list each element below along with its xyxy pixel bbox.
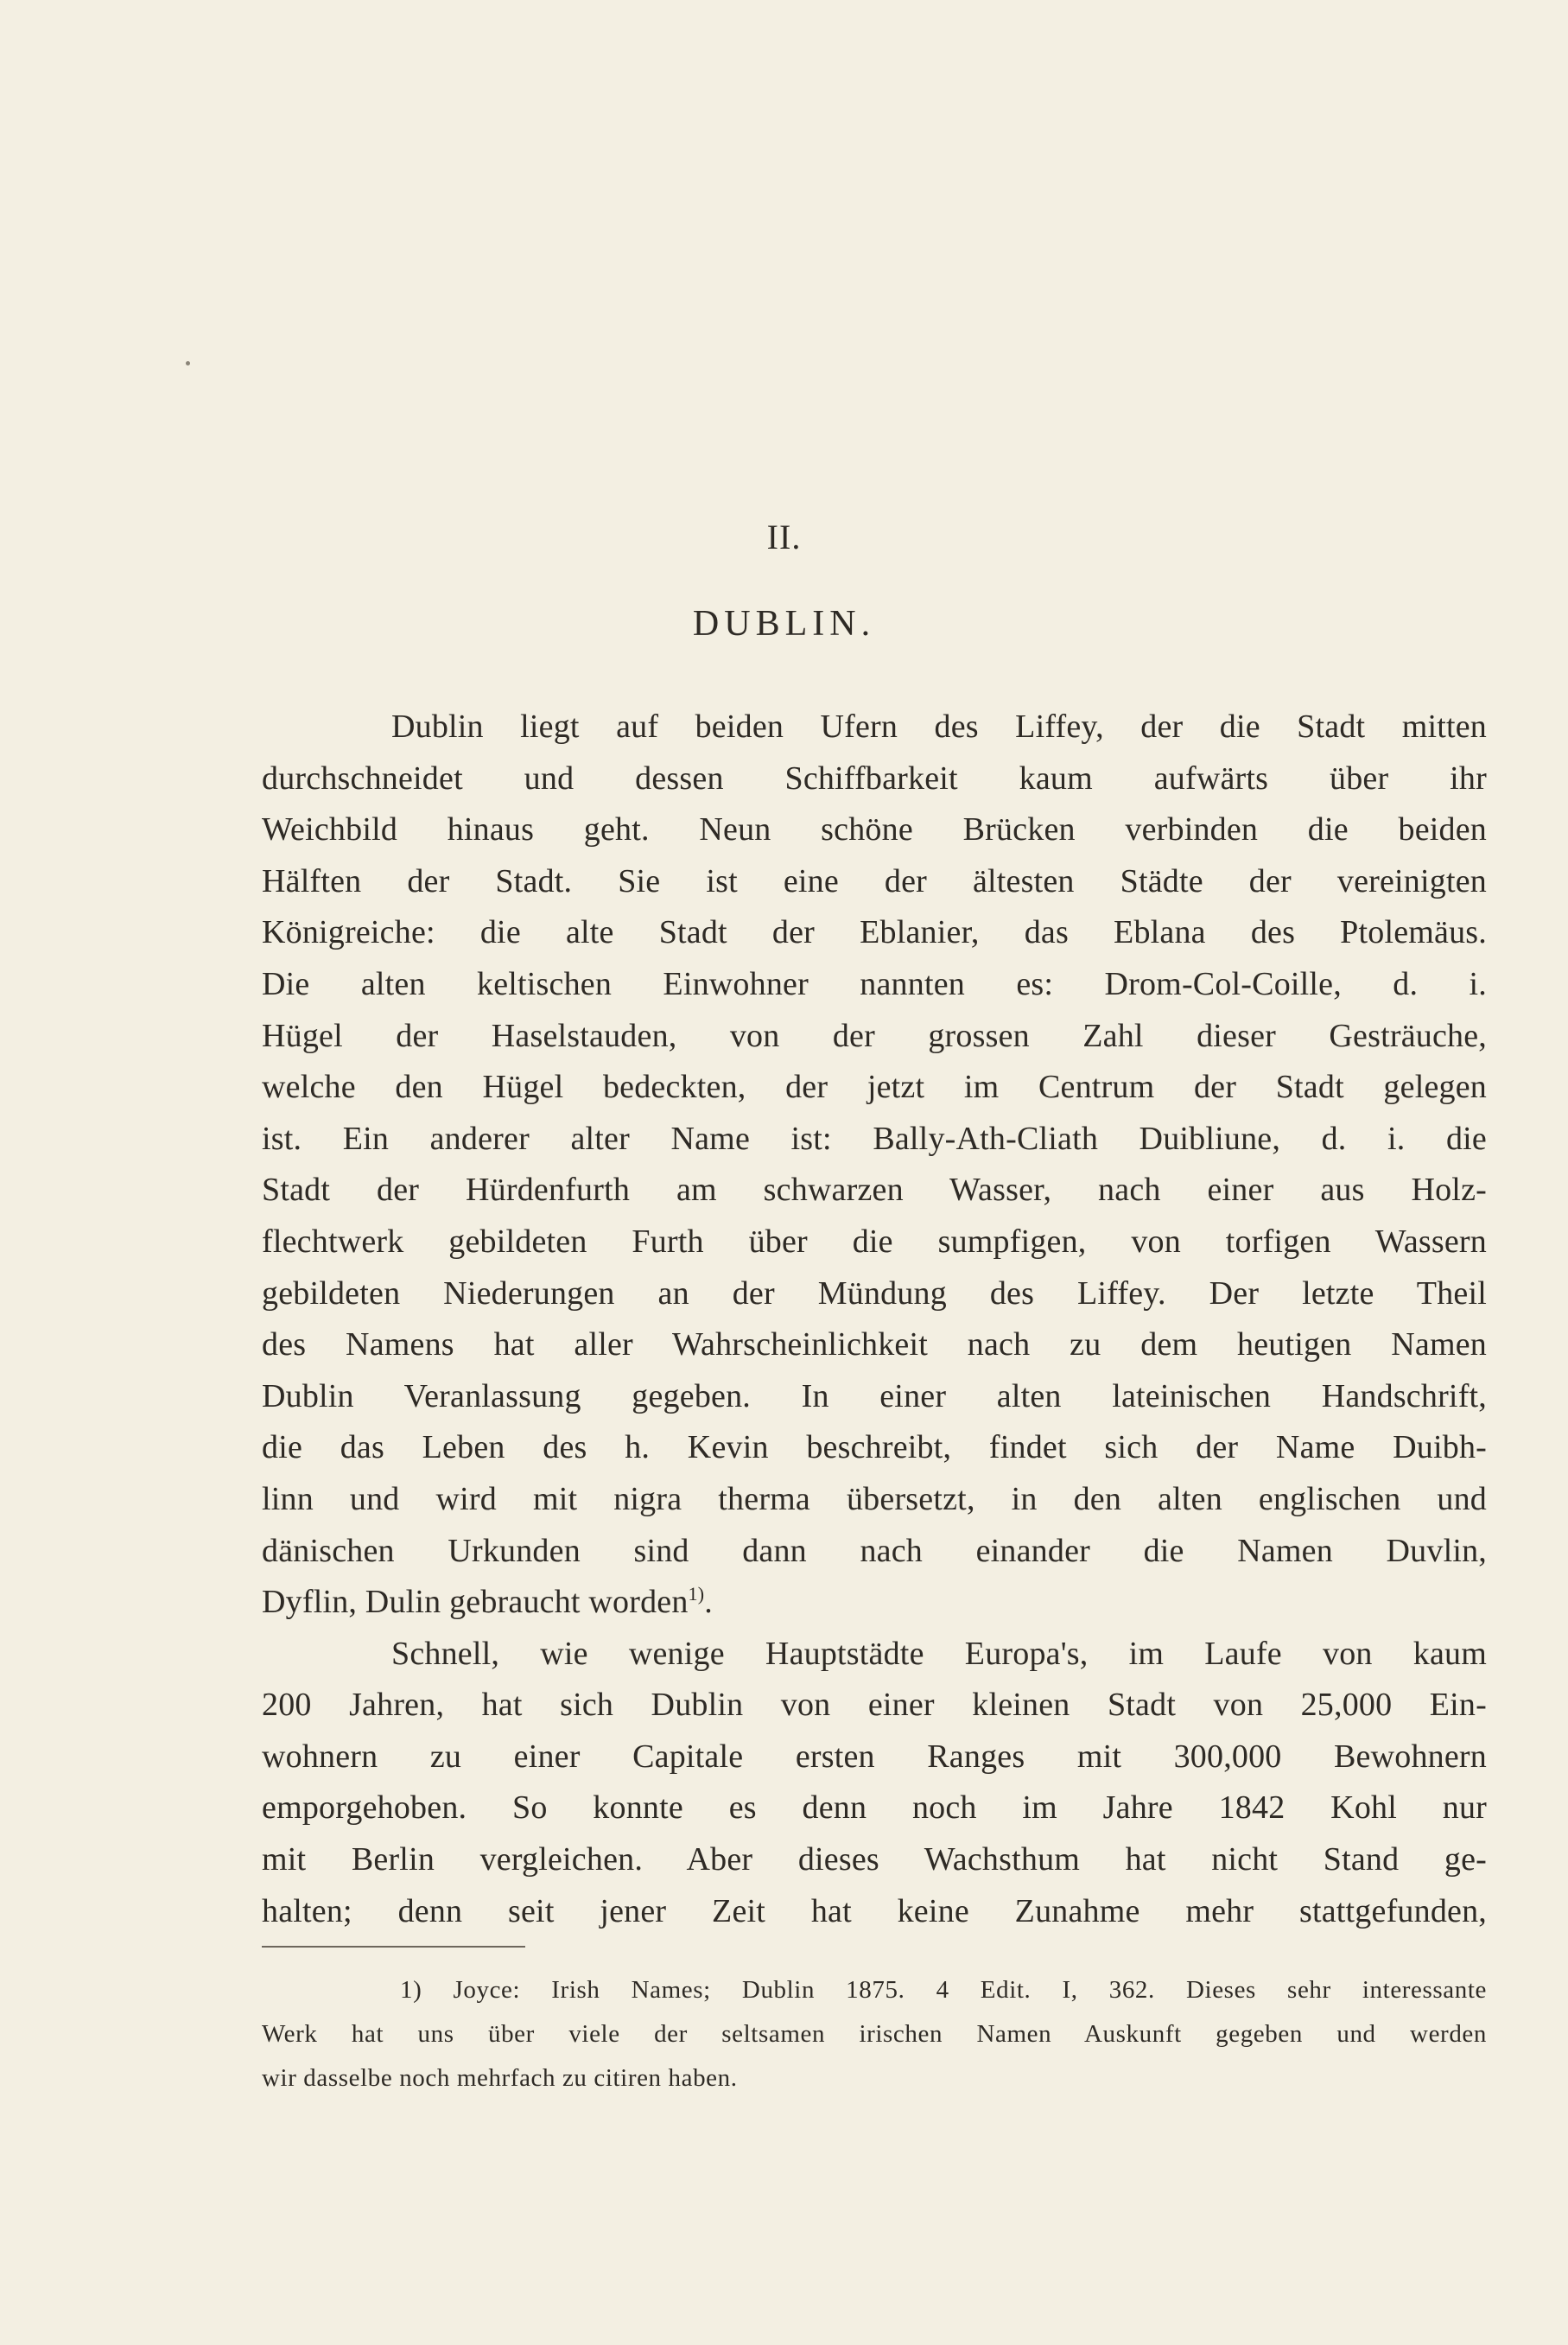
- text-line: wohnern zu einer Capitale ersten Ranges mit 300,000 Bewohnern: [262, 1738, 1487, 1775]
- paper-speck: [186, 361, 190, 365]
- text-line: welche den Hügel bedeckten, der jetzt im Centrum der Stadt gelegen: [262, 1069, 1487, 1106]
- text-line: Hälften der Stadt. Sie ist eine der ältesten Städte der vereinigten: [262, 862, 1487, 899]
- footnote-line: Werk hat uns über viele der seltsamen irischen Namen Auskunft gegeben und werden: [262, 2020, 1487, 2048]
- text-line-with-footnote: [262, 1577, 1487, 1629]
- text-line: Dublin liegt auf beiden Ufern des Liffey, der die Stadt mitten: [391, 709, 1487, 745]
- text-line: gebildeten Niederungen an der Mündung des Liffey. Der letzte Theil: [262, 1274, 1487, 1312]
- text-line: linn und wird mit nigra therma übersetzt, in den alten englischen und: [262, 1480, 1487, 1517]
- chapter-title: DUBLIN.: [692, 604, 876, 644]
- text-line: Hügel der Haselstauden, von der grossen Zahl dieser Gesträuche,: [262, 1017, 1487, 1054]
- text-line: 200 Jahren, hat sich Dublin von einer kleinen Stadt von 25,000 Ein-: [262, 1687, 1487, 1724]
- text-line: ist. Ein anderer alter Name ist: Bally-Ath-Cliath Duibliune, d. i. die: [262, 1120, 1487, 1157]
- sentence-end: .: [704, 1584, 713, 1621]
- footnote-marker: 1): [688, 1583, 705, 1605]
- text-line: halten; denn seit jener Zeit hat keine Zunahme mehr stattgefunden,: [262, 1892, 1487, 1929]
- text-line: mit Berlin vergleichen. Aber dieses Wachsthum hat nicht Stand ge-: [262, 1841, 1487, 1878]
- text-line: des Namens hat aller Wahrscheinlichkeit nach zu dem heutigen Namen: [262, 1326, 1487, 1363]
- text-line: flechtwerk gebildeten Furth über die sumpfigen, von torfigen Wassern: [262, 1223, 1487, 1260]
- footnote-divider: [262, 1946, 525, 1948]
- text-line: emporgehoben. So konnte es denn noch im Jahre 1842 Kohl nur: [262, 1789, 1487, 1827]
- footnote: [262, 1968, 1487, 2100]
- text-line: dänischen Urkunden sind dann nach einander die Namen Duvlin,: [262, 1532, 1487, 1569]
- footnote-line: 1) Joyce: Irish Names; Dublin 1875. 4 Edit. I, 362. Dieses sehr interessante: [400, 1976, 1487, 2004]
- text-line: Schnell, wie wenige Hauptstädte Europa's, im Laufe von kaum: [391, 1635, 1487, 1672]
- text-line: die das Leben des h. Kevin beschreibt, findet sich der Name Duibh-: [262, 1429, 1487, 1466]
- body-text: [262, 702, 1487, 1937]
- text-line: Weichbild hinaus geht. Neun schöne Brücken verbinden die beiden: [262, 811, 1487, 848]
- footnote-line: wir dasselbe noch mehrfach zu citiren haben.: [262, 2064, 738, 2092]
- text-line: Stadt der Hürdenfurth am schwarzen Wasser, nach einer aus Holz-: [262, 1172, 1487, 1209]
- text-line: Königreiche: die alte Stadt der Eblanier, das Eblana des Ptolemäus.: [262, 914, 1487, 951]
- text-line: durchschneidet und dessen Schiffbarkeit kaum aufwärts über ihr: [262, 759, 1487, 797]
- text-line: Die alten keltischen Einwohner nannten es: Drom-Col-Coille, d. i.: [262, 965, 1487, 1002]
- chapter-number: II.: [766, 518, 802, 556]
- text-line: Dublin Veranlassung gegeben. In einer alten lateinischen Handschrift,: [262, 1377, 1487, 1414]
- text-line-content: Dyflin, Dulin gebraucht worden: [262, 1584, 689, 1621]
